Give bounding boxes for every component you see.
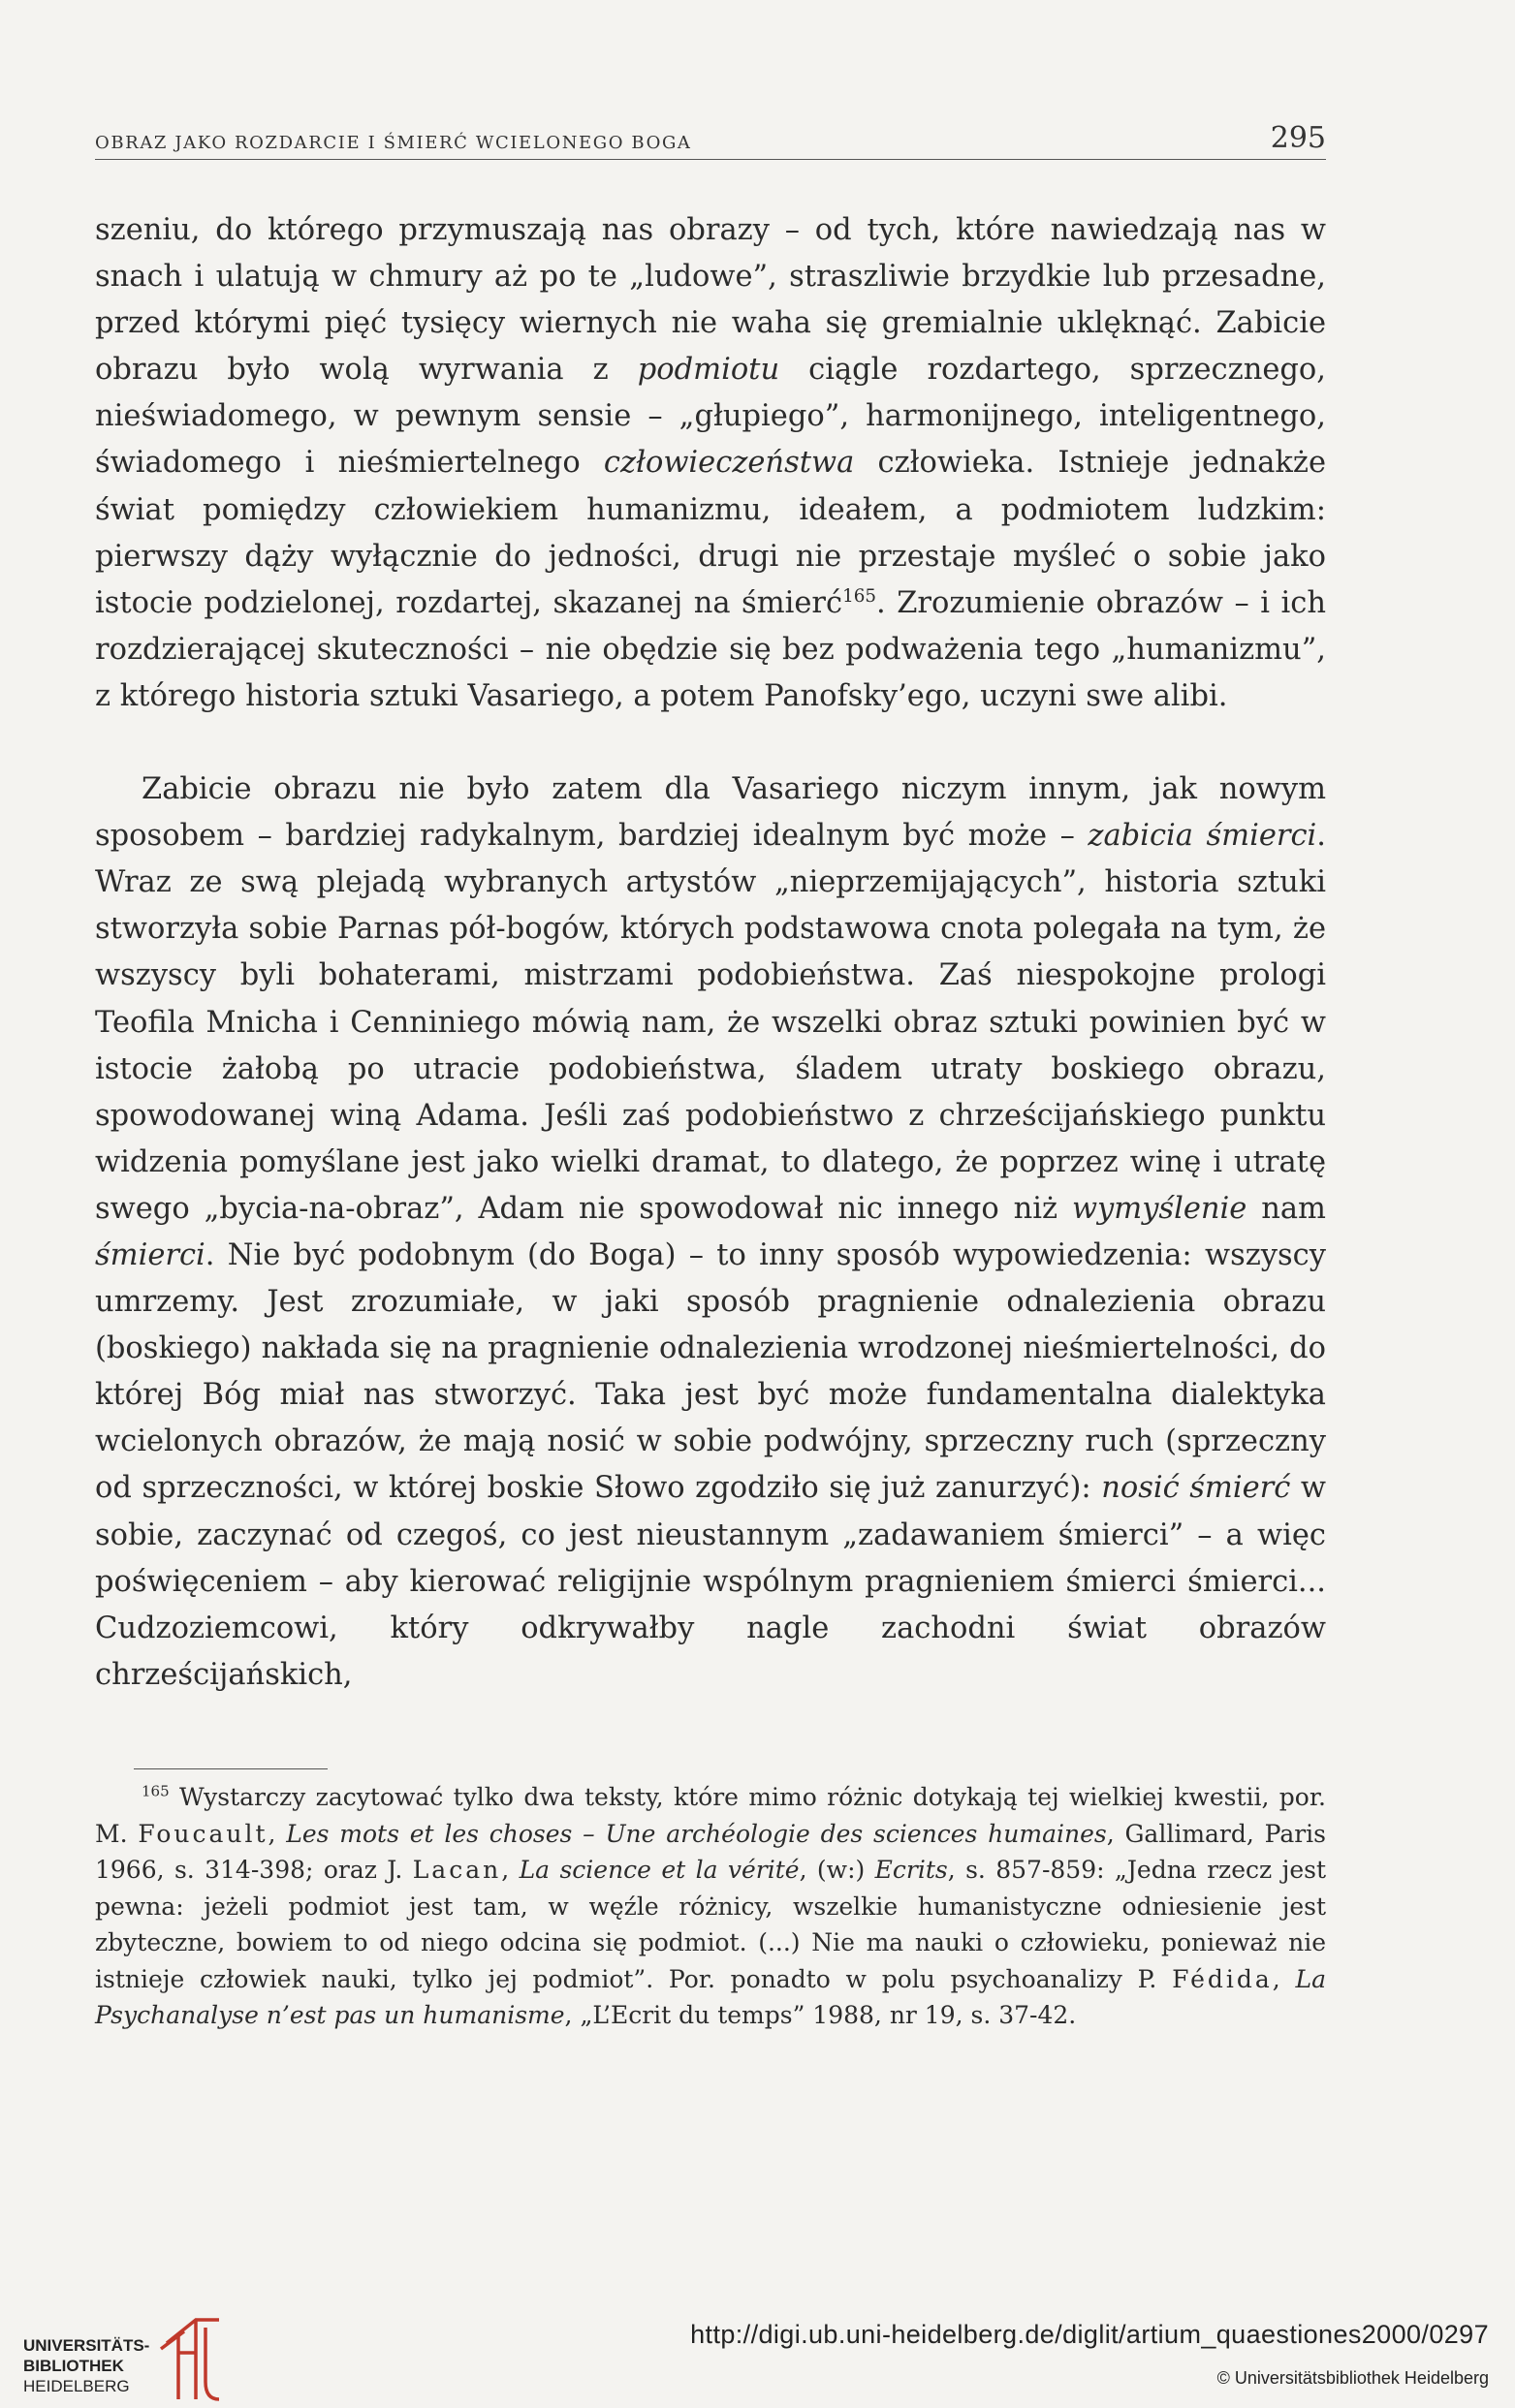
running-head <box>95 116 1326 160</box>
italic-span: podmiotu <box>637 353 780 388</box>
text-span: , „L’Ecrit du temps” 1988, nr 19, s. 37-42. <box>564 2001 1077 2029</box>
italic-span: zabicia śmierci <box>1088 819 1317 854</box>
footnote <box>95 1779 1326 2034</box>
text-span: ciągle rozdartego, sprzecznego, nieświadomego, w pewnym sensie – „głupiego”, harmonijnego, inteligentnego, świadomego i nieśmiertelnego <box>95 353 1326 481</box>
body-text <box>95 207 1326 1699</box>
page-number: 295 <box>1270 121 1326 155</box>
library-name-line2: BIBLIOTHEK <box>23 2357 124 2375</box>
library-name-line1: UNIVERSITÄTS- <box>23 2336 150 2355</box>
text-span: szeniu, do którego przymuszają nas obrazy – od tych, które nawiedzają nas w snach i ulatują w chmury aż po te „ludowe”, straszliwie brzydkie lub przesadne, przed którymi pięć tysięcy wiernych nie waha się gremialnie uklęknąć. Zabicie obrazu było wolą wyrwania z <box>95 213 1326 388</box>
spaced-author-name: Fédida <box>1172 1964 1273 1993</box>
text-span: , Gallimard, Paris 1966, s. 314-398; oraz J. <box>95 1819 1326 1884</box>
paragraph <box>95 766 1326 1699</box>
text-span: , (w:) <box>799 1856 875 1884</box>
digitization-footer <box>0 2306 1515 2408</box>
ub-heidelberg-logo-icon <box>157 2314 225 2403</box>
footnote-ref: 165 <box>842 585 877 607</box>
text-span: . Zrozumienie obrazów – i ich rozdzierającej skuteczności – nie obędzie się bez podważenia tego „humanizmu”, z którego historia sztuki Vasariego, a potem Panofsky’ego, uczyni swe alibi. <box>95 585 1326 713</box>
text-span: , <box>501 1856 520 1884</box>
footnote-separator <box>134 1768 328 1769</box>
footnotes <box>95 1779 1326 2034</box>
text-span: Wystarczy zacytować tylko dwa teksty, które mimo różnic dotykają tej wielkiej kwestii, por. M. <box>95 1783 1326 1848</box>
footnote-number: 165 <box>142 1782 170 1800</box>
text-span: , <box>268 1819 287 1848</box>
text-span: . Nie być podobnym (do Boga) – to inny sposób wypowiedzenia: wszyscy umrzemy. Jest zrozumiałe, w jaki sposób pragnienie odnalezienia obrazu (boskiego) nakłada się na pragnienie odnalezienia wrodzonej nieśmiertelności, do której Bóg miał nas stworzyć. Taka jest być może fundamentalna dialektyka wcielonych obrazów, że mają nosić w sobie podwójny, sprzeczny ruch (sprzeczny od sprzeczności, w której boskie Słowo zgodziło się już zanurzyć): <box>95 1237 1326 1506</box>
text-span: , s. 857-859: „Jedna rzecz jest pewna: jeżeli podmiot jest tam, w węźle różnicy, wszelkie humanistyczne odniesienie jest zbyteczne, bowiem to od niego odcina się podmiot. (...) Nie ma nauki o człowieku, ponieważ nie istnieje człowiek nauki, tylko jej podmiot”. Por. ponadto w polu psychoanalizy P. <box>95 1856 1326 1993</box>
text-span: . Wraz ze swą plejadą wybranych artystów „nieprzemijających”, historia sztuki stworzyła sobie Parnas pół-bogów, których podstawowa cnota polegała na tym, że wszyscy byli bohaterami, mistrzami podobieństwa. Zaś niespokojne prologi Teofila Mnicha i Cenniniego mówią nam, że wszelki obraz sztuki powinien być w istocie żałobą po utracie podobieństwa, śladem utraty boskiego obrazu, spowodowanej winą Adama. Jeśli zaś podobieństwo z chrześcijańskiego punktu widzenia pomyślane jest jako wielki dramat, to dlatego, że poprzez winę i utratę swego „bycia-na-obraz”, Adam nie spowodował nic innego niż <box>95 819 1326 1226</box>
text-span: człowieka. Istnieje jednakże świat pomiędzy człowiekiem humanizmu, ideałem, a podmiotem ludzkim: pierwszy dąży wyłącznie do jedności, drugi nie przestaje myśleć o sobie jako istocie podzielonej, rozdartej, skazanej na śmierć <box>95 446 1326 620</box>
italic-span: nosić śmierć <box>1101 1471 1291 1506</box>
spaced-author-name: Foucault <box>138 1819 268 1848</box>
italic-span: Les mots et les choses – Une archéologie des sciences humaines <box>286 1819 1107 1848</box>
italic-span: wymyślenie <box>1071 1191 1247 1226</box>
italic-span: La science et la vérité <box>519 1856 800 1884</box>
text-span: w sobie, zaczynać od czegoś, co jest nieustannym „zadawaniem śmierci” – a więc poświęceniem – aby kierować religijnie wspólnym pragnieniem śmierci śmierci... Cudzoziemcowi, który odkrywałby nagle zachodni świat obrazów chrześcijańskich, <box>95 1471 1326 1692</box>
italic-span: Ecrits <box>874 1856 948 1884</box>
source-url-link[interactable]: http://digi.ub.uni-heidelberg.de/diglit/artium_quaestiones2000/0297 <box>690 2320 1489 2349</box>
spaced-author-name: Lacan <box>412 1856 502 1884</box>
italic-span: człowieczeństwa <box>603 446 855 481</box>
italic-span: La Psychanalyse n’est pas un humanisme <box>95 1964 1326 2029</box>
library-name <box>23 2335 159 2396</box>
paragraph <box>95 207 1326 720</box>
copyright-notice: © Universitätsbibliothek Heidelberg <box>1216 2368 1489 2388</box>
library-name-line3: HEIDELBERG <box>23 2377 130 2395</box>
running-title: OBRAZ JAKO ROZDARCIE I ŚMIERĆ WCIELONEGO BOGA <box>95 133 692 153</box>
text-span: , <box>1272 1964 1296 1993</box>
library-logo <box>23 2314 237 2401</box>
text-span: Zabicie obrazu nie było zatem dla Vasariego niczym innym, jak nowym sposobem – bardziej radykalnym, bardziej idealnym być może – <box>95 772 1326 854</box>
italic-span: śmierci <box>95 1237 205 1272</box>
text-span: nam <box>1247 1191 1326 1226</box>
